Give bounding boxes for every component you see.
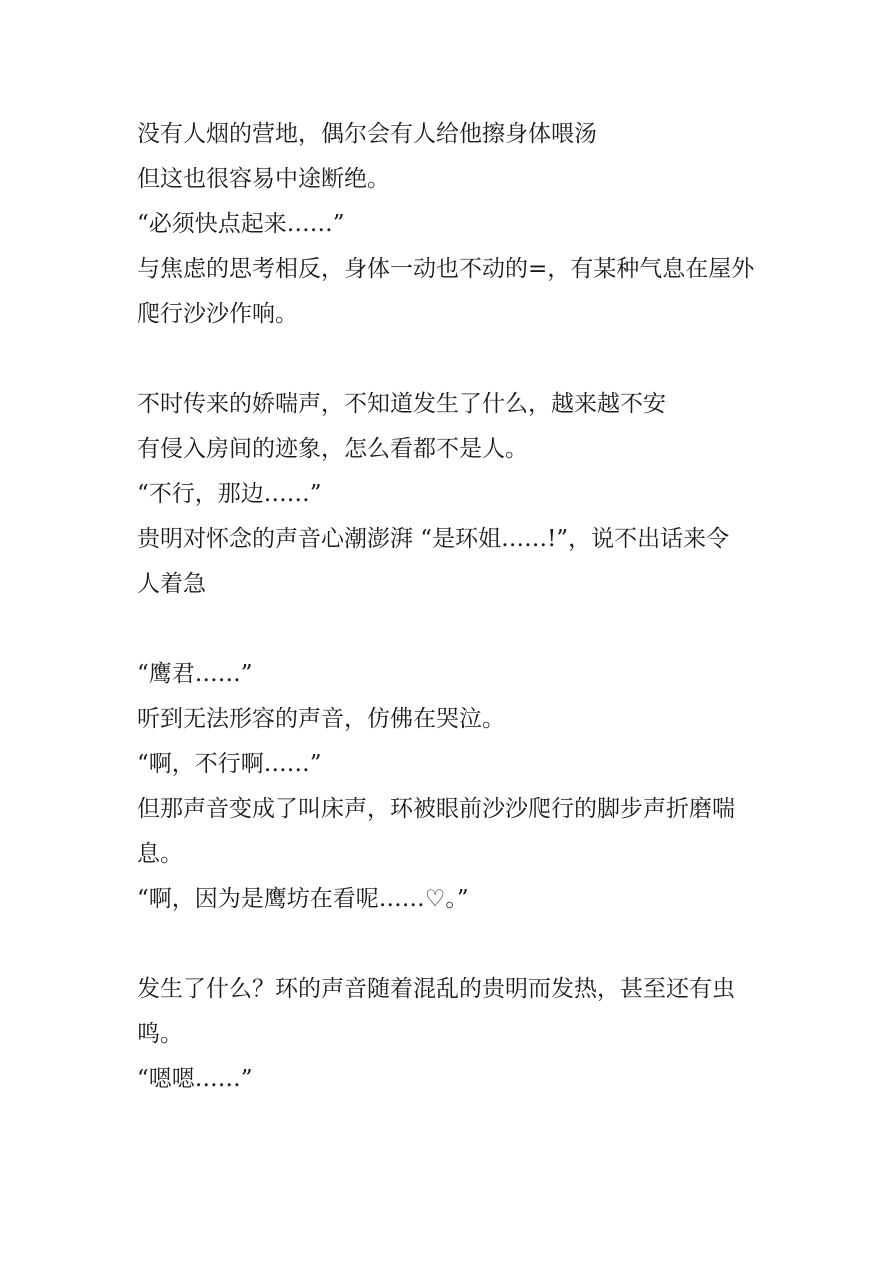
text-line: “不行，那边……” (137, 481, 322, 507)
text-line: 发生了什么？环的声音随着混乱的贵明而发热，甚至还有虫 (137, 976, 735, 1002)
text-line: “嗯嗯……” (137, 1066, 253, 1092)
text-line: 但那声音变成了叫床声，环被眼前沙沙爬行的脚步声折磨喘 (137, 796, 735, 822)
text-line: 有侵入房间的迹象，怎么看都不是人。 (137, 436, 528, 462)
paragraph-gap (137, 337, 767, 382)
text-line: 息。 (137, 841, 183, 867)
text-line: 贵明对怀念的声音心潮澎湃 “是环姐……!”，说不出话来令 (137, 526, 730, 552)
text-line: 听到无法形容的声音，仿佛在哭泣。 (137, 706, 505, 732)
paragraph-gap (137, 922, 767, 967)
text-line: 鸣。 (137, 1021, 183, 1047)
paragraph-gap (137, 607, 767, 652)
text-line: 爬行沙沙作响。 (137, 301, 298, 327)
text-line: “啊，因为是鹰坊在看呢……♡。” (137, 886, 469, 912)
text-line: 没有人烟的营地，偶尔会有人给他擦身体喂汤 (137, 121, 597, 147)
text-line: 不时传来的娇喘声，不知道发生了什么，越来越不安 (137, 391, 666, 417)
text-line: “啊，不行啊……” (137, 751, 322, 777)
text-line: 但这也很容易中途断绝。 (137, 166, 390, 192)
body-text (137, 112, 767, 1102)
text-line: 人着急 (137, 571, 206, 597)
text-line: “必须快点起来……” (137, 211, 345, 237)
text-line: 与焦虑的思考相反，身体一动也不动的=，有某种气息在屋外 (137, 256, 755, 282)
text-line: “鹰君……” (137, 661, 253, 687)
